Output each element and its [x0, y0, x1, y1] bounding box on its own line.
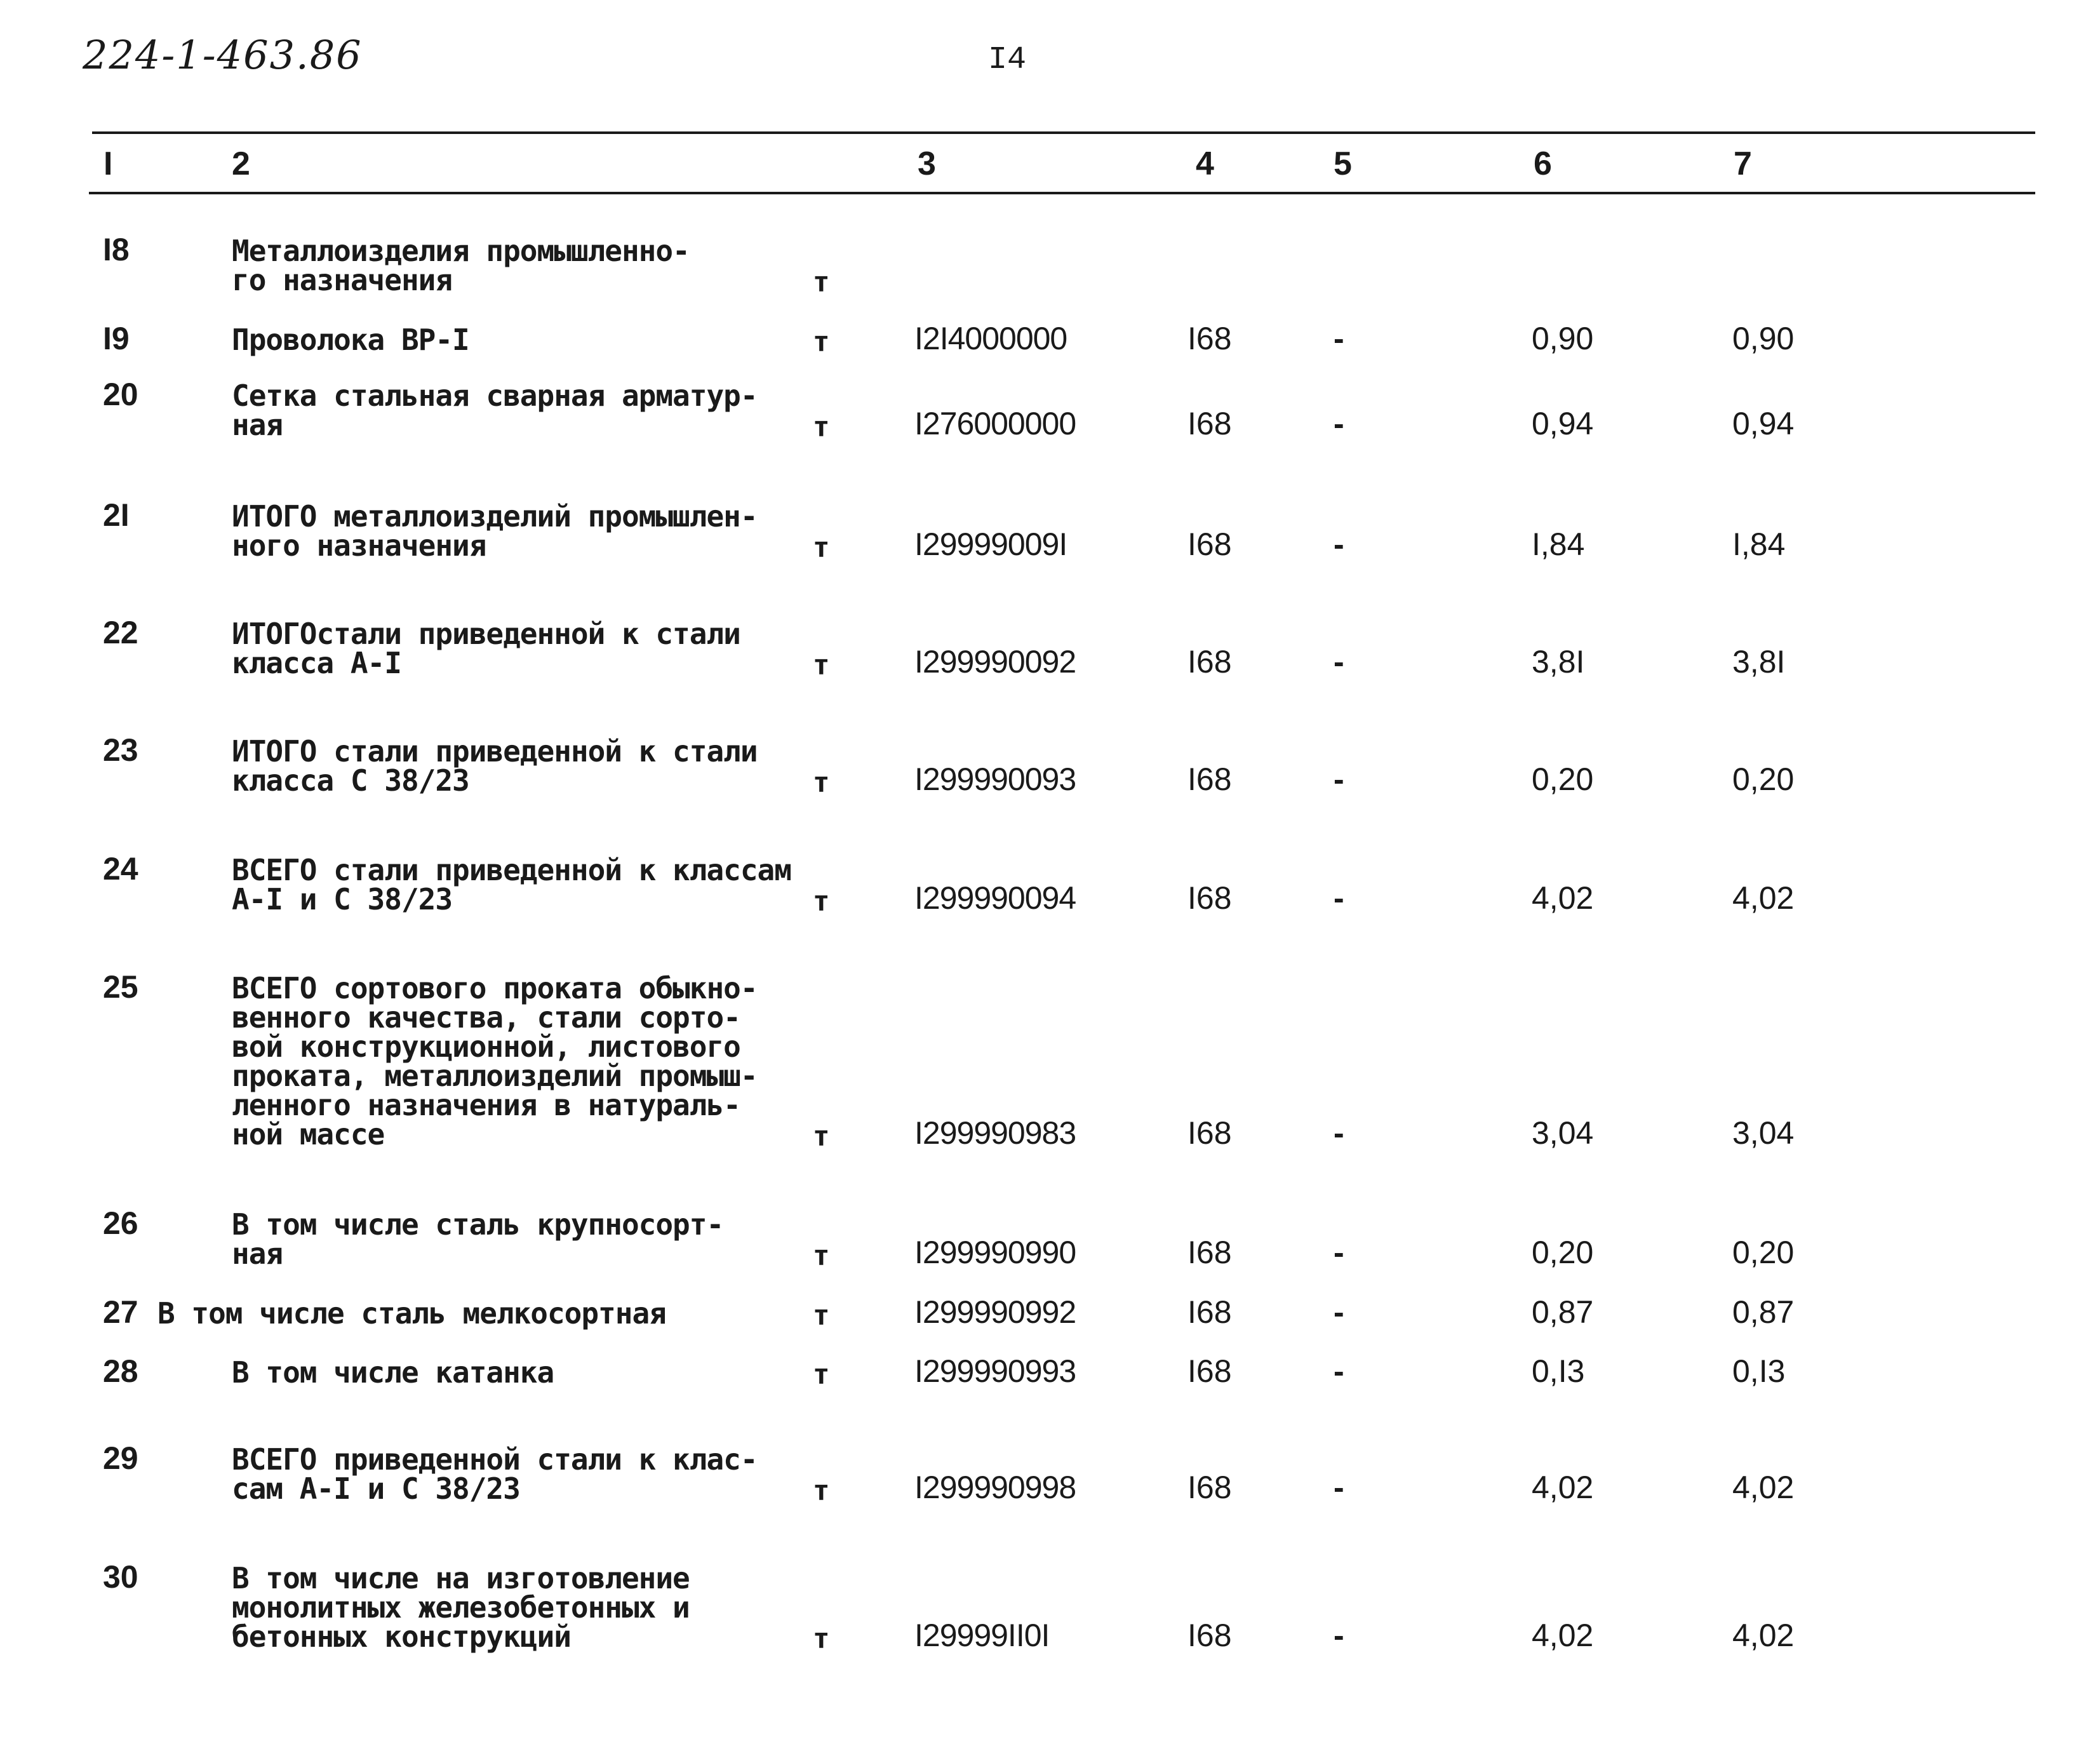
- column-5-value: -: [1334, 1353, 1344, 1389]
- unit-of-measure: т: [813, 649, 830, 681]
- column-5-value: -: [1334, 1470, 1344, 1505]
- product-code: I276000000: [914, 406, 1076, 441]
- document-code: 224-1-463.86: [83, 32, 363, 78]
- quantity-column-6: 4,02: [1532, 1618, 1594, 1653]
- item-name-line: ИТОГОстали приведенной к стали: [232, 617, 740, 651]
- unit-of-measure: т: [813, 1120, 830, 1153]
- unit-of-measure: т: [813, 326, 830, 358]
- product-code: I29999009I: [914, 526, 1067, 562]
- unit-code: I68: [1187, 1294, 1232, 1330]
- quantity-column-7: 0,87: [1732, 1294, 1795, 1330]
- product-code: I299990990: [914, 1235, 1076, 1270]
- unit-code: I68: [1187, 761, 1232, 797]
- product-code: I299990998: [914, 1470, 1076, 1505]
- column-header-4: 4: [1196, 145, 1214, 182]
- row-number: 25: [103, 969, 138, 1005]
- page-number: I4: [988, 42, 1027, 78]
- row-number: 23: [103, 732, 138, 768]
- unit-of-measure: т: [813, 266, 830, 298]
- item-name-line: ной массе: [232, 1117, 385, 1151]
- row-number: 27: [103, 1294, 138, 1330]
- row-number: 30: [103, 1559, 138, 1595]
- unit-of-measure: т: [813, 1358, 830, 1391]
- unit-code: I68: [1187, 1618, 1232, 1653]
- unit-code: I68: [1187, 1470, 1232, 1505]
- column-5-value: -: [1334, 644, 1344, 680]
- column-header-7: 7: [1734, 145, 1752, 182]
- column-5-value: -: [1334, 321, 1344, 356]
- item-name-line: ленного назначения в натураль-: [232, 1088, 740, 1122]
- item-name-line: монолитных железобетонных и: [232, 1590, 690, 1625]
- item-name-line: ИТОГО металлоизделий промышлен-: [232, 499, 758, 533]
- column-5-value: -: [1334, 880, 1344, 916]
- item-name-line: В том числе катанка: [232, 1355, 554, 1390]
- item-name-line: В том числе сталь мелкосортная: [157, 1296, 666, 1331]
- row-number: 29: [103, 1440, 138, 1476]
- product-code: I29999II0I: [914, 1618, 1050, 1653]
- quantity-column-6: I,84: [1532, 526, 1585, 562]
- column-5-value: -: [1334, 1115, 1344, 1151]
- unit-of-measure: т: [813, 1240, 830, 1272]
- row-number: 2I: [103, 497, 130, 533]
- product-code: I299990093: [914, 761, 1076, 797]
- column-5-value: -: [1334, 761, 1344, 797]
- unit-code: I68: [1187, 1235, 1232, 1270]
- product-code: I299990983: [914, 1115, 1076, 1151]
- column-header-1: I: [104, 145, 113, 182]
- quantity-column-7: 3,04: [1732, 1115, 1795, 1151]
- unit-of-measure: т: [813, 532, 830, 564]
- quantity-column-7: 0,20: [1732, 761, 1795, 797]
- row-number: 22: [103, 615, 138, 650]
- unit-of-measure: т: [813, 885, 830, 918]
- unit-code: I68: [1187, 1115, 1232, 1151]
- item-name-line: ная: [232, 408, 283, 442]
- item-name-line: ВСЕГО приведенной стали к клас-: [232, 1442, 758, 1477]
- quantity-column-7: 4,02: [1732, 1470, 1795, 1505]
- quantity-column-6: 0,20: [1532, 1235, 1594, 1270]
- item-name-line: ная: [232, 1237, 283, 1271]
- item-name-line: проката, металлоизделий промыш-: [232, 1059, 758, 1093]
- row-number: 20: [103, 377, 138, 412]
- unit-code: I68: [1187, 1353, 1232, 1389]
- item-name-line: В том числе на изготовление: [232, 1561, 690, 1595]
- row-number: I9: [103, 321, 130, 356]
- item-name-line: ного назначения: [232, 528, 486, 563]
- item-name-line: го назначения: [232, 263, 453, 297]
- column-header-2: 2: [232, 145, 250, 182]
- column-header-3: 3: [918, 145, 936, 182]
- item-name-line: ВСЕГО сортового проката обыкно-: [232, 971, 758, 1005]
- column-5-value: -: [1334, 1235, 1344, 1270]
- row-number: I8: [103, 232, 130, 267]
- unit-code: I68: [1187, 880, 1232, 916]
- quantity-column-6: 0,90: [1532, 321, 1594, 356]
- item-name-line: Сетка стальная сварная арматур-: [232, 379, 758, 413]
- column-header-5: 5: [1334, 145, 1352, 182]
- column-5-value: -: [1334, 526, 1344, 562]
- unit-of-measure: т: [813, 1475, 830, 1507]
- item-name-line: бетонных конструкций: [232, 1619, 571, 1654]
- quantity-column-6: 0,94: [1532, 406, 1594, 441]
- item-name-line: ВСЕГО стали приведенной к классам: [232, 853, 791, 887]
- product-code: I2I4000000: [914, 321, 1067, 356]
- table-header-rule: [89, 192, 2035, 194]
- item-name-line: сам А-I и С 38/23: [232, 1471, 520, 1506]
- quantity-column-6: 0,87: [1532, 1294, 1594, 1330]
- quantity-column-6: 4,02: [1532, 1470, 1594, 1505]
- product-code: I299990993: [914, 1353, 1076, 1389]
- column-5-value: -: [1334, 406, 1344, 441]
- quantity-column-7: 0,20: [1732, 1235, 1795, 1270]
- column-header-6: 6: [1534, 145, 1552, 182]
- item-name-line: класса С 38/23: [232, 763, 469, 798]
- unit-code: I68: [1187, 321, 1232, 356]
- item-name-line: Проволока ВР-I: [232, 323, 469, 357]
- quantity-column-7: 4,02: [1732, 880, 1795, 916]
- row-number: 24: [103, 851, 138, 887]
- unit-code: I68: [1187, 406, 1232, 441]
- quantity-column-7: 3,8I: [1732, 644, 1786, 680]
- row-number: 26: [103, 1205, 138, 1241]
- product-code: I299990992: [914, 1294, 1076, 1330]
- quantity-column-7: 0,94: [1732, 406, 1795, 441]
- unit-of-measure: т: [813, 1299, 830, 1332]
- quantity-column-7: 4,02: [1732, 1618, 1795, 1653]
- quantity-column-6: 0,20: [1532, 761, 1594, 797]
- quantity-column-6: 3,8I: [1532, 644, 1585, 680]
- column-5-value: -: [1334, 1618, 1344, 1653]
- quantity-column-7: 0,90: [1732, 321, 1795, 356]
- item-name-line: А-I и С 38/23: [232, 882, 453, 916]
- column-5-value: -: [1334, 1294, 1344, 1330]
- table-top-rule: [92, 131, 2035, 134]
- item-name-line: класса А-I: [232, 646, 401, 680]
- unit-code: I68: [1187, 644, 1232, 680]
- quantity-column-7: I,84: [1732, 526, 1786, 562]
- unit-code: I68: [1187, 526, 1232, 562]
- row-number: 28: [103, 1353, 138, 1389]
- unit-of-measure: т: [813, 767, 830, 799]
- item-name-line: Металлоизделия промышленно-: [232, 234, 690, 268]
- quantity-column-6: 0,I3: [1532, 1353, 1585, 1389]
- item-name-line: венного качества, стали сорто-: [232, 1000, 740, 1035]
- item-name-line: В том числе сталь крупносорт-: [232, 1207, 724, 1242]
- unit-of-measure: т: [813, 1623, 830, 1655]
- unit-of-measure: т: [813, 411, 830, 443]
- quantity-column-6: 3,04: [1532, 1115, 1594, 1151]
- quantity-column-6: 4,02: [1532, 880, 1594, 916]
- product-code: I299990094: [914, 880, 1076, 916]
- quantity-column-7: 0,I3: [1732, 1353, 1786, 1389]
- item-name-line: ИТОГО стали приведенной к стали: [232, 734, 758, 768]
- product-code: I299990092: [914, 644, 1076, 680]
- item-name-line: вой конструкционной, листового: [232, 1029, 740, 1064]
